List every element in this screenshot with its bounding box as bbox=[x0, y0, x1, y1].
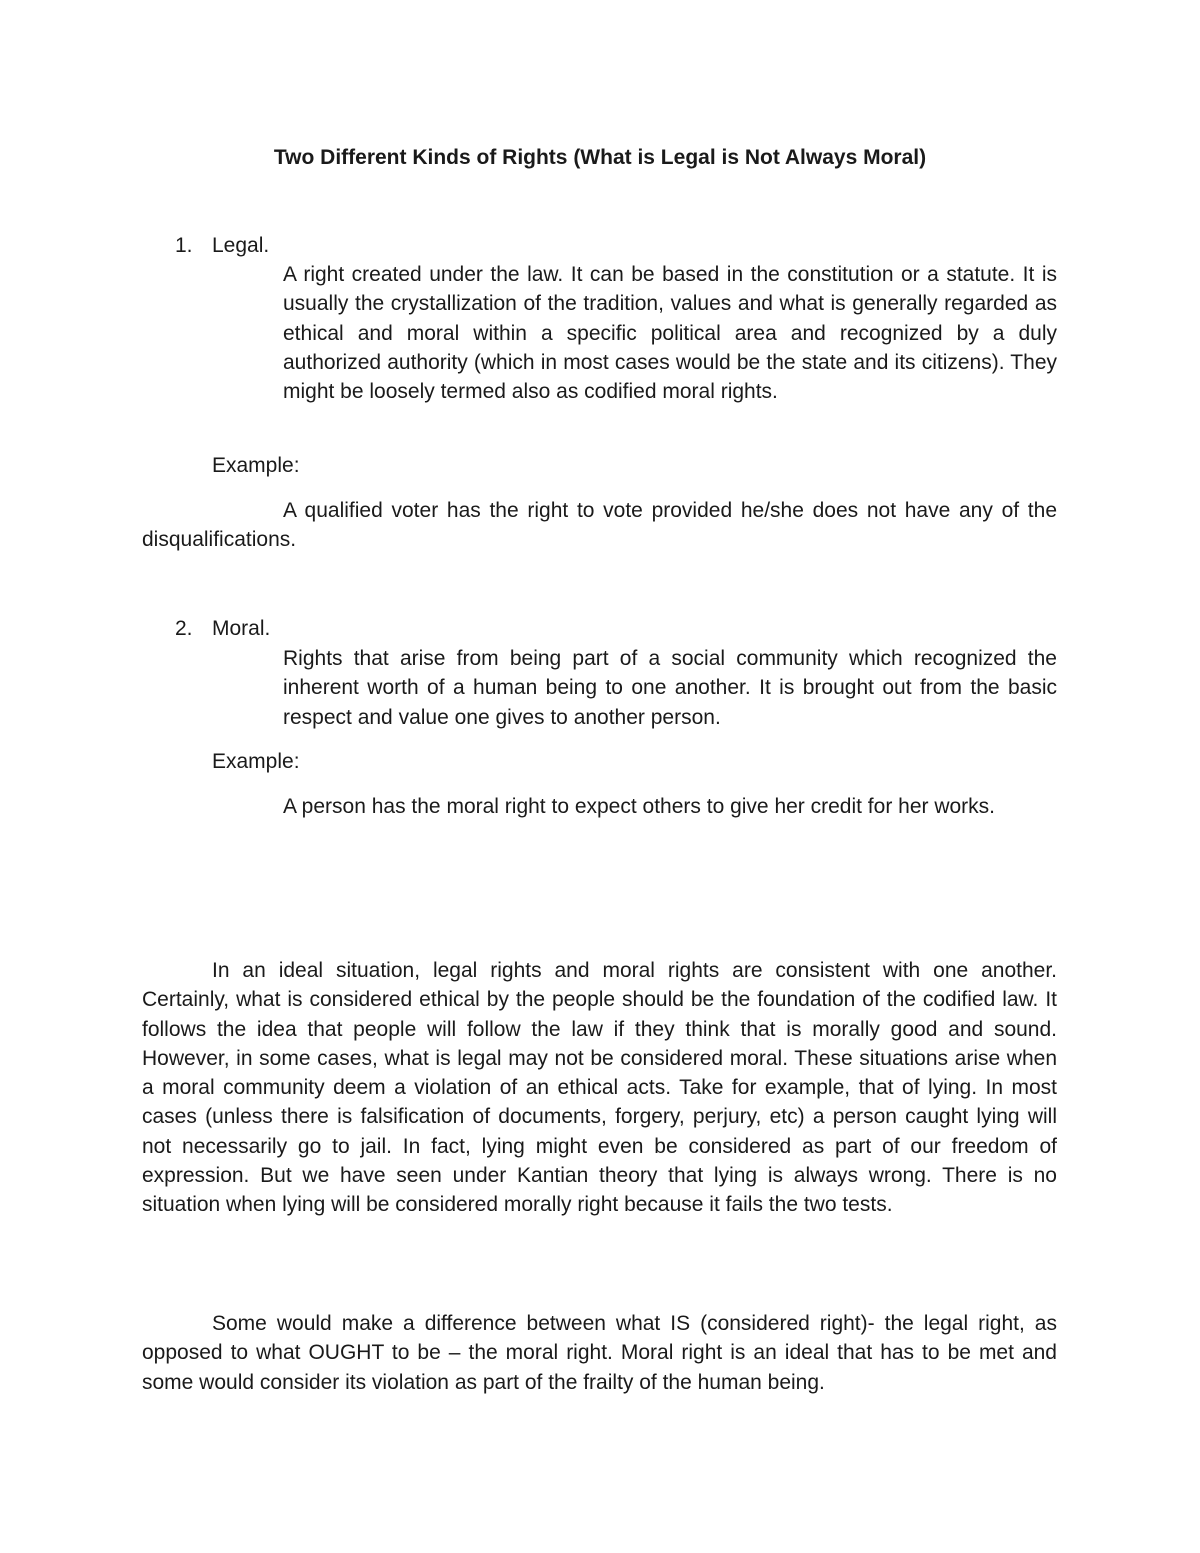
item-2-example-text: A person has the moral right to expect others to give her credit for her works. bbox=[283, 795, 996, 818]
body-paragraph-2: Some would make a difference between what IS (considered right)- the legal right, as opposed to what OUGHT to be – the moral right. Moral right is an ideal that has to be met and some would consider its violation as part of the frailty of the human being. bbox=[142, 1312, 1057, 1394]
item-2-number: 2. bbox=[175, 617, 193, 640]
page-title: Two Different Kinds of Rights (What is Legal is Not Always Moral) bbox=[273, 146, 927, 169]
item-1-heading: Legal. bbox=[212, 234, 270, 257]
item-2-heading: Moral. bbox=[212, 617, 271, 640]
body-paragraph-1: In an ideal situation, legal rights and moral rights are consistent with one another. Certainly, what is considered ethical by the people should be the foundation of the codified law. It follows the idea that people will follow the law if they think that is morally good and sound. However, in some cases, what is legal may not be considered moral. These situations arise when a moral community deem a violation of an ethical acts. Take for example, that of lying. In most cases (unless there is falsification of documents, forgery, perjury, etc) a person caught lying will not necessarily go to jail. In fact, lying might even be considered as part of our freedom of expression. But we have seen under Kantian theory that lying is always wrong. There is no situation when lying will be considered morally right because it fails the two tests. bbox=[142, 959, 1057, 1217]
item-1-number: 1. bbox=[175, 234, 193, 257]
item-2-definition: Rights that arise from being part of a social community which recognized the inherent worth of a human being to one another. It is brought out from the basic respect and value one gives to another person. bbox=[283, 647, 1057, 729]
item-2-example-label: Example: bbox=[212, 750, 300, 773]
item-1-definition: A right created under the law. It can be based in the constitution or a statute. It is usually the crystallization of the tradition, values and what is generally regarded as ethical and moral within a specific political area and recognized by a duly authorized authority (which in most cases would be the state and its citizens). They might be loosely termed also as codified moral rights. bbox=[283, 263, 1057, 404]
item-1-example-label: Example: bbox=[212, 454, 300, 477]
item-1-example-text: A qualified voter has the right to vote provided he/she does not have any of the disqualifications. bbox=[142, 499, 1057, 552]
